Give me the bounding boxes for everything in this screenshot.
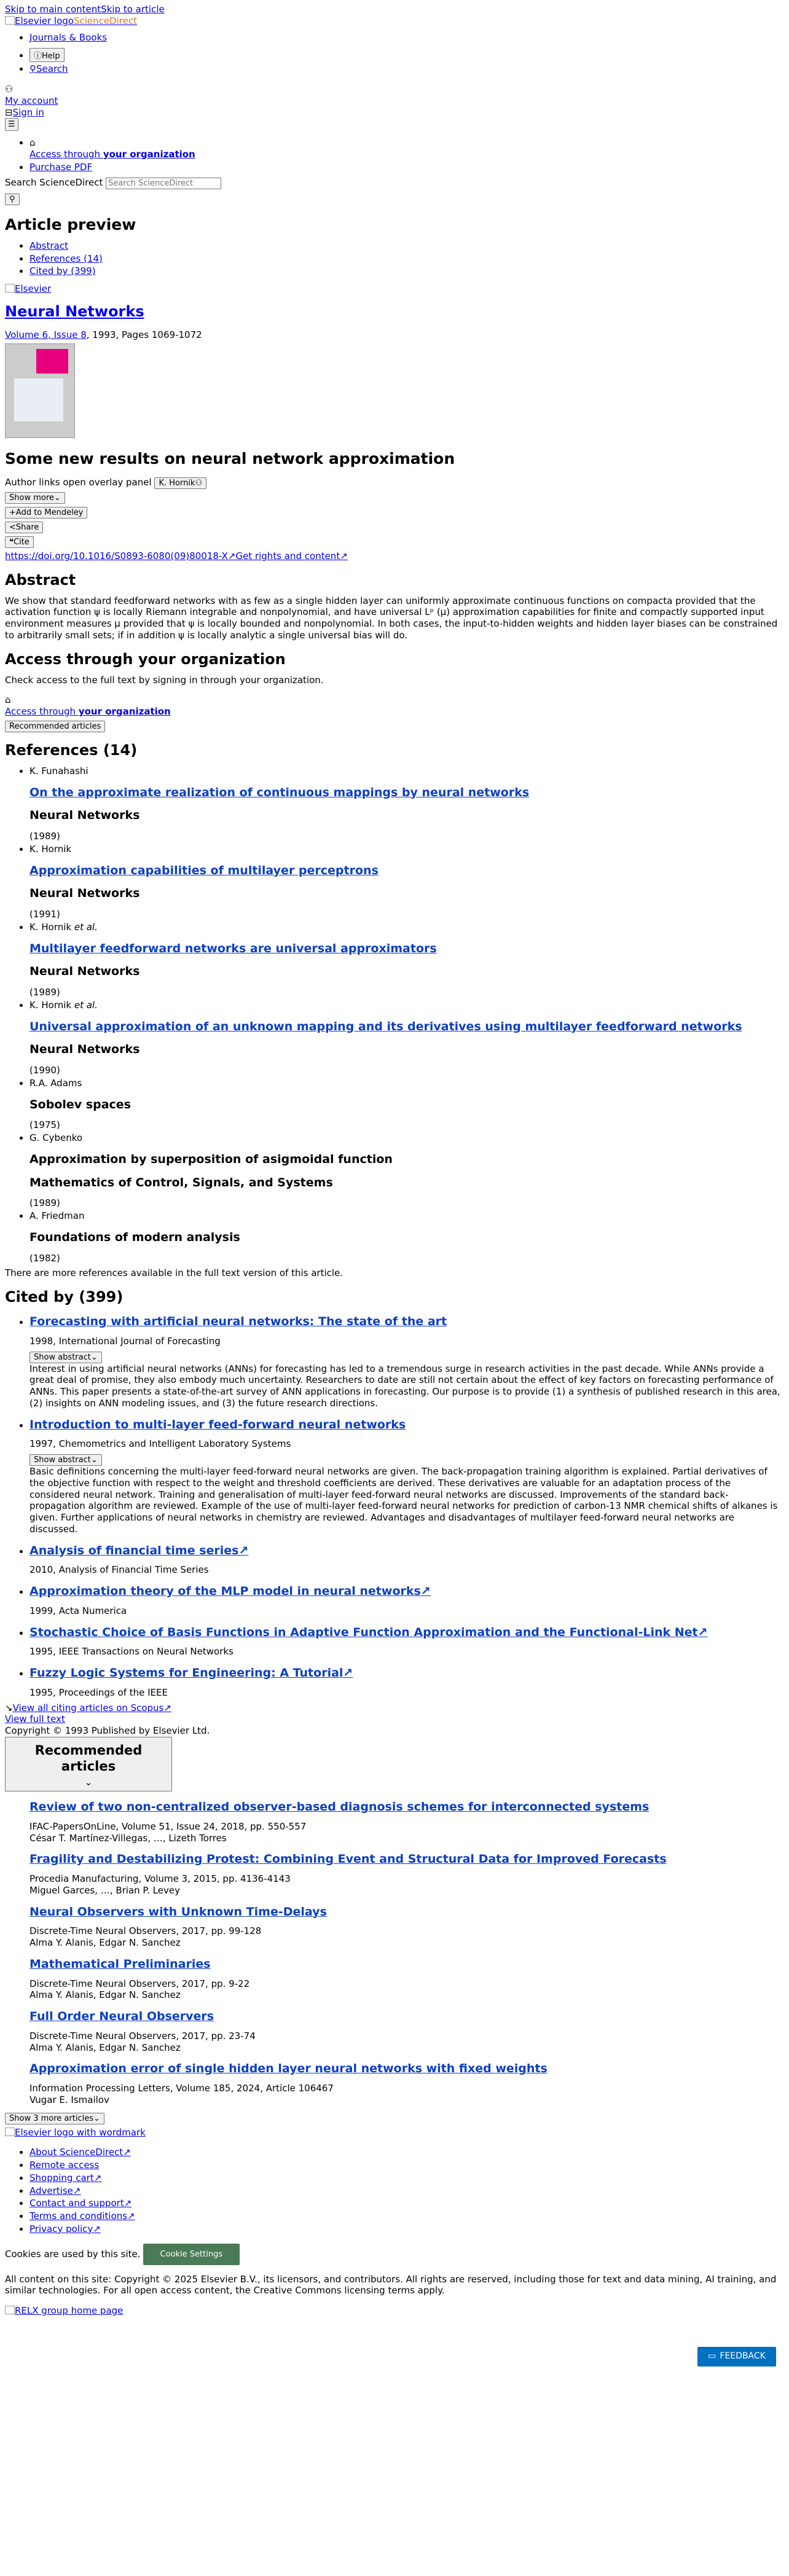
cited-by-item (29, 1544, 784, 1576)
abstract-heading: Abstract (5, 571, 76, 589)
reference-author: • K. Funahashi (29, 765, 88, 777)
author-links-label: Author links open overlay panel (5, 476, 152, 488)
recommended-item (5, 2010, 784, 2053)
view-full-text-link[interactable]: View full text (5, 1713, 65, 1725)
external-link-icon: ↗ (343, 1666, 353, 1680)
chevron-down-icon: ⌄ (84, 1777, 93, 1788)
tab-references[interactable]: References (14) (29, 253, 103, 264)
plus-icon: + (9, 507, 16, 517)
reference-item (29, 1210, 784, 1264)
footer-link-item (29, 2147, 784, 2158)
help-icon: ⓘ (34, 52, 42, 61)
recommended-item (5, 1957, 784, 2001)
reference-item (29, 765, 784, 842)
external-link-icon: ↗ (123, 2147, 131, 2158)
reference-year: (1989) (29, 1197, 60, 1209)
recommended-item (5, 1852, 784, 1896)
recommended-authors: Alma Y. Alanis, Edgar N. Sanchez (29, 2042, 181, 2053)
recommended-source: Discrete-Time Neural Observers, 2017, pp. 9-22 (29, 1978, 250, 1989)
reference-title-link[interactable]: Universal approximation of an unknown mapping and its derivatives using multilayer feedforward networks (29, 1019, 742, 1033)
skip-main-link[interactable]: Skip to main content (5, 4, 101, 15)
reference-year: (1991) (29, 909, 60, 920)
footer-link-item (29, 2223, 784, 2235)
footer (5, 2127, 784, 2317)
relx-link[interactable]: RELX group home page (5, 2305, 123, 2316)
preview-tabs (5, 240, 784, 277)
skip-article-link[interactable]: Skip to article (101, 4, 165, 15)
more-references-note: There are more references available in the full text version of this article. (5, 1267, 343, 1279)
elsevier-logo-icon (5, 16, 15, 25)
publisher-logo (5, 283, 784, 295)
chevron-down-icon: ⌄ (53, 493, 61, 503)
site-header (5, 15, 784, 131)
reference-journal: Neural Networks (29, 808, 140, 823)
recommended-authors: César T. Martínez-Villegas, …, Lizeth Torres (29, 1832, 227, 1844)
recommended-title-link[interactable]: Review of two non-centralized observer-based diagnosis schemes for interconnected systems (29, 1800, 650, 1814)
reference-author: • A. Friedman (29, 1210, 85, 1221)
external-link-icon: ↗ (697, 1625, 708, 1639)
cited-by-title-link[interactable]: Stochastic Choice of Basis Functions in Adaptive Function Approximation and the Functional-Link Net↗ (29, 1625, 708, 1639)
recommended-title-link[interactable]: Neural Observers with Unknown Time-Delays (29, 1905, 327, 1919)
journal-cover-link[interactable] (5, 343, 784, 438)
footer-link[interactable]: Contact and support↗ (29, 2198, 132, 2209)
cited-by-source: 1995, Proceedings of the IEEE (29, 1686, 168, 1698)
reference-journal: Neural Networks (29, 965, 140, 979)
institution-icon: ⌂ (29, 137, 36, 149)
search-icon: ⚲ (29, 63, 36, 75)
sign-in-link[interactable]: Sign in (12, 106, 44, 118)
recommended-item (5, 2062, 784, 2105)
search-input[interactable] (106, 178, 221, 189)
reference-year: (1990) (29, 1065, 60, 1076)
footer-link-item (29, 2210, 784, 2222)
search-icon: ⚲ (9, 194, 15, 204)
reference-year: (1982) (29, 1252, 60, 1264)
cookie-notice (5, 2244, 784, 2265)
cited-by-list (5, 1315, 784, 1699)
reference-author: • K. Hornik et al. (29, 921, 98, 933)
cited-by-title-link[interactable]: Introduction to multi-layer feed-forward neural networks (29, 1417, 406, 1431)
preview-heading: Article preview (5, 215, 136, 233)
reference-journal: Neural Networks (29, 1043, 140, 1057)
reference-title-link[interactable]: On the approximate realization of continuous mappings by neural networks (29, 785, 530, 799)
reference-journal: Sobolev spaces (29, 1097, 131, 1111)
cookie-text: Cookies are used by this site. (5, 2248, 141, 2260)
search-form (5, 177, 784, 205)
cited-by-item (29, 1315, 784, 1409)
recommended-title-link[interactable]: Fragility and Destabilizing Protest: Combining Event and Structural Data for Improved Forecasts (29, 1852, 667, 1866)
cited-by-item (29, 1418, 784, 1535)
cited-by-source: 1997, Chemometrics and Intelligent Laboratory Systems (29, 1438, 291, 1450)
elsevier-logo-alt: Elsevier logo (15, 15, 74, 26)
cite-button[interactable]: ❝Cite (5, 536, 34, 548)
recommended-title-link[interactable]: Mathematical Preliminaries (29, 1957, 211, 1971)
recommended-articles-button[interactable]: Recommended articles (5, 721, 105, 732)
footer-link-item (29, 2185, 784, 2197)
quote-icon: ❝ (9, 537, 14, 547)
reference-item (29, 1000, 784, 1076)
volume-issue-link[interactable]: Volume 6, Issue 8 (5, 329, 87, 340)
recommended-authors: Miguel Garces, …, Brian P. Levey (29, 1884, 180, 1896)
copyright-text: Copyright © 1993 Published by Elsevier Ltd. (5, 1725, 210, 1736)
doi-link[interactable]: https://doi.org/10.1016/S0893-6080(09)80018-X↗ (5, 550, 236, 562)
external-link-icon: ↗ (124, 2198, 132, 2209)
search-label: Search ScienceDirect (5, 176, 103, 188)
reference-author: • K. Hornik (29, 843, 72, 855)
search-submit-button[interactable] (5, 194, 20, 205)
external-link-icon: ↗ (227, 550, 236, 562)
reference-title-link[interactable]: Approximation capabilities of multilayer perceptrons (29, 863, 379, 877)
cited-by-title-link[interactable]: Analysis of financial time series↗ (29, 1543, 249, 1557)
access-heading: Access through your organization (5, 650, 286, 668)
journal-title-link[interactable]: Neural Networks (5, 302, 144, 320)
recommended-authors: Alma Y. Alanis, Edgar N. Sanchez (29, 1937, 181, 1948)
person-icon: ⚇ (5, 84, 14, 95)
cited-by-abstract: Basic definitions concerning the multi-layer feed-forward neural networks are given. The back-propagation training algorithm is explained. Partial derivatives of the objective function with respect to the weight and threshold coefficients are derived. These derivatives are valuable for an adaptation process of the considered neural network. Training and generalisation of multi-layer feed-forward neural networks are discussed. Improvements of the standard back-propagation algorithm are reviewed. Example of the use of multi-layer feed-forward neural networks for prediction of carbon-13 NMR chemical shifts of alkanes is given. Further applications of neural networks in chemistry are reviewed. Advantages and disadvantages of multilayer feed-forward neural networks are discussed. (29, 1466, 778, 1535)
cited-by-source: 1995, IEEE Transactions on Neural Networks (29, 1646, 234, 1658)
reference-author: • R.A. Adams (29, 1077, 82, 1089)
reference-journal: Foundations of modern analysis (29, 1230, 240, 1244)
access-org-link-2[interactable]: Access through your organization (5, 706, 171, 717)
footer-links (5, 2147, 784, 2234)
cited-by-title-link[interactable]: Forecasting with artificial neural networks: The state of the art (29, 1315, 447, 1328)
person-icon: ⚇ (195, 478, 203, 488)
references-heading: References (14) (5, 741, 138, 759)
footer-link-item (29, 2172, 784, 2184)
reference-item (29, 1078, 784, 1131)
reference-item (29, 844, 784, 920)
cited-by-source: 1998, International Journal of Forecasting (29, 1335, 221, 1347)
reference-journal: Mathematics of Control, Signals, and Systems (29, 1175, 333, 1189)
reference-item (29, 1132, 784, 1209)
reference-author: • G. Cybenko (29, 1132, 83, 1143)
menu-button[interactable] (5, 118, 18, 131)
share-icon: < (9, 522, 16, 532)
recommended-articles-toggle[interactable] (5, 1737, 172, 1791)
cited-by-source: 1999, Acta Numerica (29, 1605, 127, 1616)
cited-by-title-link[interactable]: Fuzzy Logic Systems for Engineering: A Tutorial↗ (29, 1666, 353, 1680)
journal-issue-info (5, 329, 784, 341)
tab-abstract[interactable]: Abstract (29, 240, 68, 251)
access-org-link[interactable]: Access through your organization (29, 149, 195, 160)
footer-link[interactable]: Shopping cart↗ (29, 2172, 102, 2183)
tab-cited-by[interactable]: Cited by (399) (29, 265, 96, 277)
footer-logo-link[interactable]: Elsevier logo with wordmark (5, 2127, 146, 2138)
reference-author: • K. Hornik et al. (29, 999, 98, 1011)
footer-link[interactable]: Terms and conditions↗ (29, 2210, 135, 2222)
reference-journal: Neural Networks (29, 887, 140, 901)
cited-by-item (29, 1626, 784, 1658)
feedback-button[interactable]: ▭ FEEDBACK (697, 2347, 776, 2367)
recommended-list (5, 1800, 784, 2106)
nav-journals-books[interactable]: Journals & Books (29, 31, 108, 43)
external-link-icon: ↗ (420, 1584, 431, 1598)
external-link-icon: ↗ (93, 2172, 102, 2183)
legal-text: All content on this site: Copyright © 2025 Elsevier B.V., its licensors, and contributors. All rights are reserved, including those for text and data mining, AI training, and similar technologies. For all open access content, the Creative Commons licensing terms apply. (5, 2273, 777, 2296)
show-more-button[interactable]: Show more⌄ (5, 492, 65, 504)
add-mendeley-button[interactable]: +Add to Mendeley (5, 507, 87, 519)
recommended-source: Discrete-Time Neural Observers, 2017, pp. 23-74 (29, 2030, 256, 2042)
reference-year: (1989) (29, 831, 60, 842)
chat-icon: ▭ (708, 2351, 716, 2362)
elsevier-logo-icon (5, 2128, 15, 2136)
show-abstract-button[interactable]: Show abstract⌄ (29, 1352, 102, 1363)
external-link-icon: ↗ (340, 550, 348, 562)
cited-by-item (29, 1584, 784, 1617)
article-title: Some new results on neural network approximation (5, 449, 455, 468)
hamburger-icon: ☰ (8, 120, 15, 130)
my-account-link[interactable]: My account (5, 95, 58, 106)
chevron-down-icon: ⌄ (90, 1352, 98, 1362)
external-link-icon: ↗ (238, 1543, 249, 1557)
publisher-link[interactable]: Elsevier (5, 283, 51, 294)
external-link-icon: ↗ (93, 2223, 101, 2234)
scopus-link[interactable]: View all citing articles on Scopus↗ (12, 1702, 171, 1713)
home-logo-link[interactable] (5, 15, 137, 26)
arrow-icon: ↘ (5, 1702, 13, 1713)
help-button[interactable]: ⓘHelp (29, 48, 65, 62)
footer-link[interactable]: About ScienceDirect↗ (29, 2147, 131, 2158)
recommended-item (5, 1800, 784, 1844)
abstract-text: We show that standard feedforward networks with as few as a single hidden layer can uniformly approximate continuous functions on compacta provided that the activation function ψ is locally Riemann integrable and nonpolynomial, and have universal Lᵖ (μ) approximation capabilities for finite and compactly supported input environment measures μ provided that ψ is locally bounded and nonpolynomial. In both cases, the input-to-hidden weights and hidden layer biases can be constrained to arbitrarily small sets; if in addition ψ is locally analytic a single universal bias will do. (5, 595, 778, 641)
journal-cover-image (5, 343, 75, 438)
recommended-authors: Vugar E. Ismailov (29, 2094, 109, 2105)
recommended-source: Information Processing Letters, Volume 185, 2024, Article 106467 (29, 2083, 334, 2094)
references-list (5, 765, 784, 1264)
recommended-source: IFAC-PapersOnLine, Volume 51, Issue 24, 2018, pp. 550-557 (29, 1820, 307, 1832)
chevron-down-icon: ⌄ (90, 1455, 98, 1465)
external-link-icon: ↗ (127, 2210, 135, 2222)
reference-year: (1989) (29, 987, 60, 998)
external-link-icon: ↗ (163, 1702, 171, 1713)
skip-links (5, 4, 784, 15)
show-more-articles-button[interactable]: Show 3 more articles⌄ (5, 2113, 104, 2124)
pages-text: , 1993, Pages 1069-1072 (86, 329, 202, 340)
access-text: Check access to the full text by signing in through your organization. (5, 674, 324, 686)
footer-link-item (29, 2159, 784, 2171)
elsevier-icon (5, 284, 15, 292)
recommended-item (5, 1905, 784, 1949)
cookie-settings-button[interactable]: Cookie Settings (143, 2244, 240, 2265)
recommended-heading: Recommended articles (34, 1742, 143, 1774)
footer-link[interactable]: Advertise↗ (29, 2185, 81, 2196)
recommended-source: Discrete-Time Neural Observers, 2017, pp. 99-128 (29, 1925, 262, 1937)
relx-logo-icon (5, 2306, 15, 2314)
chevron-down-icon: ⌄ (93, 2113, 100, 2123)
recommended-title-link[interactable]: Full Order Neural Observers (29, 2010, 214, 2023)
cited-by-abstract: Interest in using artificial neural networks (ANNs) for forecasting has led to a tremendous surge in research activities in the past decade. While ANNs provide a great deal of promise, they also embody much uncertainty. Researchers to date are still not certain about the effect of key factors on forecasting performance of ANNs. This paper presents a state-of-the-art survey of ANN applications in forecasting. Our purpose is to provide (1) a synthesis of published research in this area, (2) insights on ANN modeling issues, and (3) the future research directions. (29, 1363, 780, 1409)
institution-icon: ⌂ (5, 694, 11, 706)
recommended-title-link[interactable]: Approximation error of single hidden layer neural networks with fixed weights (29, 2062, 548, 2076)
cited-by-title-link[interactable]: Approximation theory of the MLP model in neural networks↗ (29, 1584, 431, 1598)
rights-link[interactable]: Get rights and content↗ (235, 550, 348, 562)
cited-by-item (29, 1666, 784, 1699)
footer-link-item (29, 2198, 784, 2209)
cited-by-heading: Cited by (399) (5, 1288, 124, 1306)
author-row (5, 477, 784, 489)
sign-in-icon: ⊟ (5, 106, 13, 118)
reference-title-link[interactable]: Multilayer feedforward networks are universal approximators (29, 941, 437, 955)
reference-item (29, 922, 784, 998)
cited-by-source: 2010, Analysis of Financial Time Series (29, 1564, 209, 1576)
reference-year: (1975) (29, 1119, 60, 1131)
footer-link[interactable]: Privacy policy↗ (29, 2223, 101, 2234)
external-link-icon: ↗ (73, 2185, 81, 2196)
footer-link[interactable]: Remote access (29, 2159, 100, 2171)
recommended-source: Procedia Manufacturing, Volume 3, 2015, pp. 4136-4143 (29, 1873, 291, 1884)
search-link[interactable]: ⚲Search (29, 63, 68, 75)
reference-journal: Approximation by superposition of asigmoidal function (29, 1152, 393, 1166)
author-button[interactable]: K. Hornik⚇ (154, 477, 206, 489)
show-abstract-button[interactable]: Show abstract⌄ (29, 1454, 102, 1466)
access-options (5, 137, 784, 173)
header-nav (5, 32, 784, 76)
share-button[interactable]: <Share (5, 522, 43, 533)
purchase-pdf-link[interactable]: Purchase PDF (29, 161, 93, 173)
recommended-authors: Alma Y. Alanis, Edgar N. Sanchez (29, 1989, 181, 2001)
sciencedirect-wordmark: ScienceDirect (73, 15, 138, 26)
